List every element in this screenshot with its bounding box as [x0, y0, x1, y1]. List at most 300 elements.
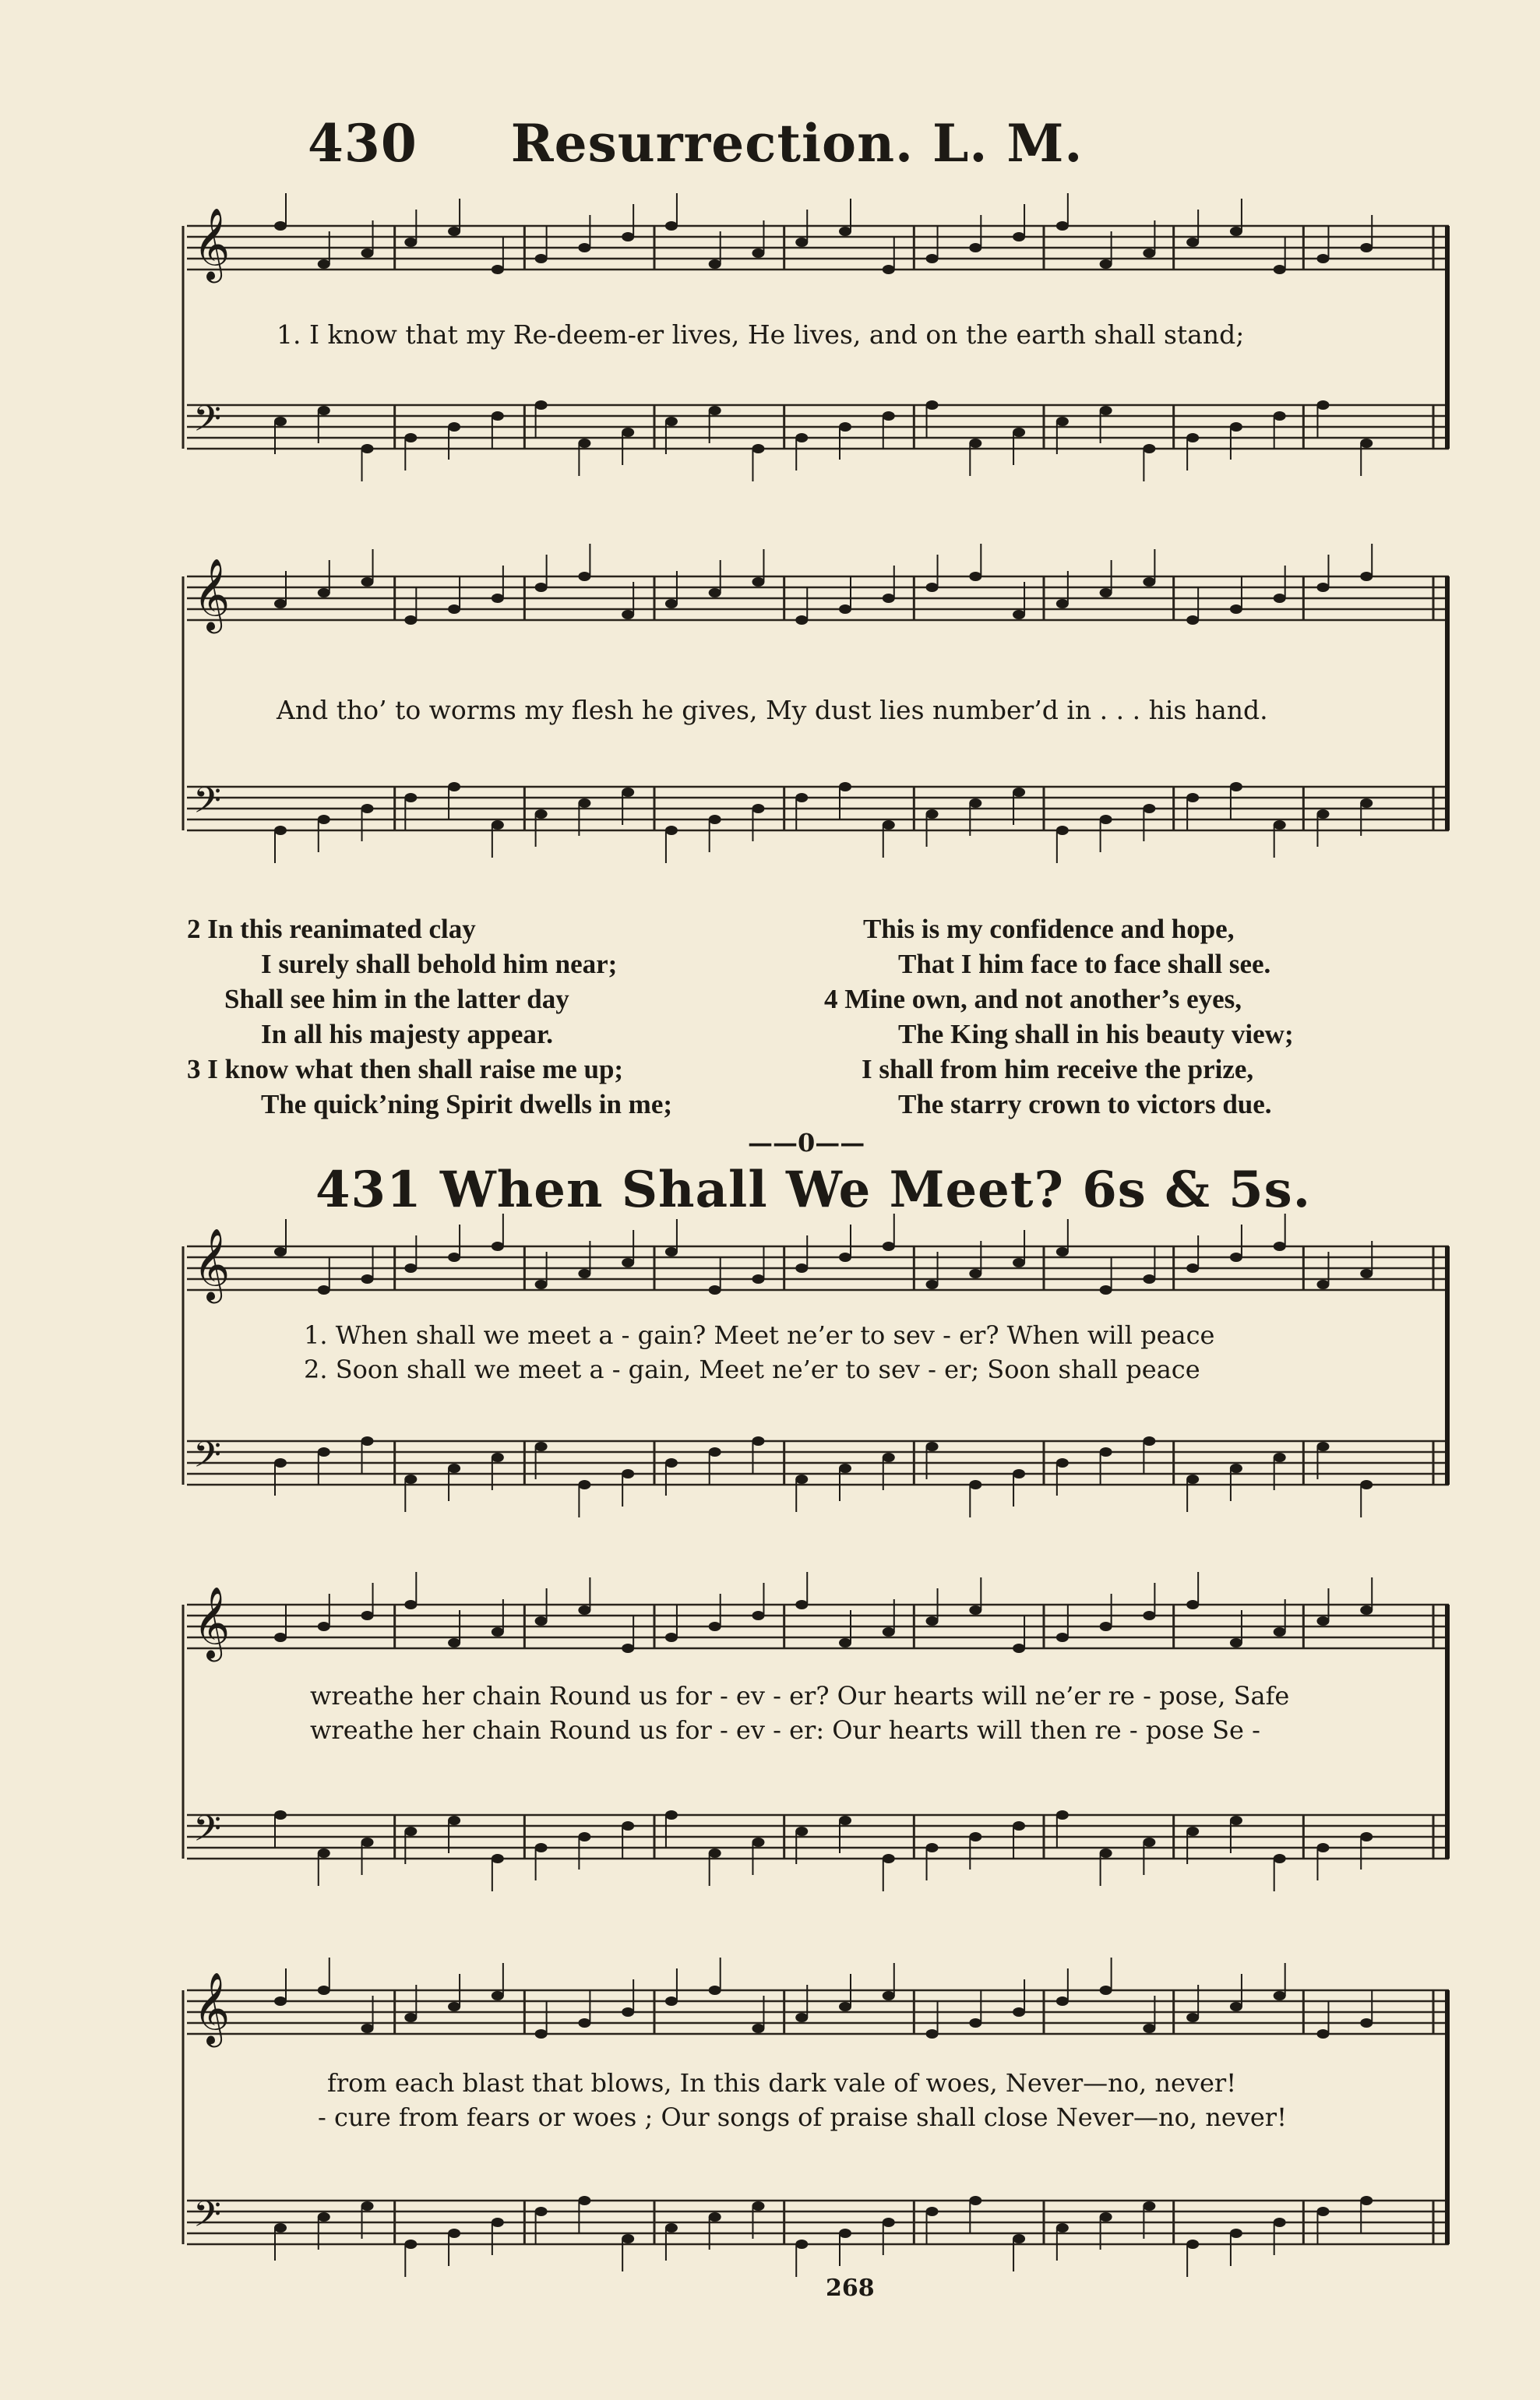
hymn-431-lyrics-3-v2: - cure from fears or woes ; Our songs of praise shall close Never—no, never! [318, 2102, 1287, 2132]
note-head [1230, 1464, 1242, 1473]
note-head [535, 1280, 548, 1289]
note-head [1230, 782, 1242, 791]
verse-line: In all his majesty appear. [261, 1019, 554, 1049]
note-head [1316, 1616, 1329, 1626]
note-head [448, 2229, 460, 2238]
note-head [361, 2201, 374, 2211]
note-head [883, 411, 895, 421]
note-head [1143, 1274, 1155, 1284]
note-head [274, 1247, 287, 1256]
hymn-430-verses-left [187, 911, 672, 1122]
hymn-431-number: 431 [315, 1161, 422, 1219]
note-head [622, 2234, 634, 2243]
note-head [1100, 1447, 1112, 1457]
note-head [709, 1622, 721, 1631]
note-head [535, 2029, 548, 2039]
note-head [883, 594, 895, 603]
note-head [969, 2018, 981, 2028]
note-head [1230, 1816, 1242, 1825]
note-head [492, 1627, 504, 1637]
note-head [274, 599, 287, 608]
note-head [1056, 417, 1069, 426]
note-head [752, 804, 764, 813]
note-head [1230, 2229, 1242, 2238]
note-head [318, 588, 330, 597]
note-head [1230, 227, 1242, 236]
note-head [318, 259, 330, 269]
note-head [926, 583, 939, 592]
note-head [1056, 826, 1069, 835]
note-head [448, 227, 460, 236]
note-head [1186, 1475, 1199, 1484]
note-head [1316, 2207, 1329, 2216]
note-head [665, 599, 678, 608]
note-head [622, 232, 634, 241]
note-head [709, 1986, 721, 1995]
note-head [1143, 2024, 1155, 2033]
note-head [1186, 433, 1199, 442]
hymn-431-system-1 [179, 1227, 1464, 1531]
hymn-431-system-3 [179, 1972, 1464, 2302]
note-head [535, 583, 548, 592]
note-head [1360, 1480, 1373, 1489]
note-head [752, 1838, 764, 1847]
note-head [1274, 1991, 1286, 2000]
bass-clef-icon: 𝄢 [193, 1434, 222, 1485]
note-head [1360, 2018, 1373, 2028]
note-head [1186, 793, 1199, 802]
note-head [1274, 1453, 1286, 1462]
note-head [578, 572, 590, 581]
note-head [535, 1442, 548, 1451]
note-head [839, 1638, 851, 1648]
note-head [1274, 1627, 1286, 1637]
note-head [404, 615, 417, 625]
note-head [578, 1605, 590, 1615]
note-head [318, 406, 330, 415]
note-head [1013, 1821, 1025, 1831]
note-head [795, 433, 808, 442]
note-head [1360, 243, 1373, 252]
note-head [274, 417, 287, 426]
note-head [1274, 2218, 1286, 2227]
verse-line: I surely shall behold him near; [261, 949, 618, 979]
note-head [883, 2218, 895, 2227]
note-head [1056, 1996, 1069, 2006]
note-head [1274, 594, 1286, 603]
verse-line: The King shall in his beauty view; [898, 1019, 1294, 1049]
note-head [665, 1633, 678, 1642]
page-number: 268 [826, 2275, 875, 2302]
note-head [969, 243, 981, 252]
note-head [969, 439, 981, 448]
note-head [1143, 1611, 1155, 1620]
note-head [752, 444, 764, 453]
note-head [1143, 1436, 1155, 1446]
note-head [622, 2007, 634, 2017]
note-head [578, 1832, 590, 1841]
note-head [1013, 1258, 1025, 1267]
note-head [1100, 1986, 1112, 1995]
note-head [926, 2029, 939, 2039]
note-head [1100, 1848, 1112, 1858]
note-head [361, 577, 374, 587]
note-head [926, 2207, 939, 2216]
treble-clef-icon: 𝄞 [193, 1228, 231, 1300]
note-head [622, 610, 634, 619]
note-head [492, 2218, 504, 2227]
note-head [1230, 604, 1242, 614]
note-head [1013, 232, 1025, 241]
note-head [1056, 1247, 1069, 1256]
note-head [839, 2002, 851, 2011]
note-head [1100, 259, 1112, 269]
note-head [665, 1810, 678, 1820]
note-head [1186, 1263, 1199, 1273]
note-head [926, 254, 939, 263]
note-head [1360, 798, 1373, 808]
hymn-431-name: When Shall We Meet? 6s & 5s. [439, 1161, 1311, 1219]
note-head [665, 1996, 678, 2006]
note-head [709, 588, 721, 597]
note-head [1274, 1242, 1286, 1251]
note-head [361, 1611, 374, 1620]
note-head [404, 2240, 417, 2249]
note-head [926, 400, 939, 410]
note-head [492, 1242, 504, 1251]
hymn-430-lyrics-1: 1. I know that my Re-deem-er lives, He lives, and on the earth shall stand; [277, 319, 1245, 350]
note-head [1013, 2007, 1025, 2017]
note-head [795, 793, 808, 802]
note-head [795, 1600, 808, 1609]
note-head [883, 265, 895, 274]
note-head [969, 1832, 981, 1841]
note-head [1230, 1638, 1242, 1648]
note-head [274, 1633, 287, 1642]
note-head [883, 1854, 895, 1863]
note-head [883, 1627, 895, 1637]
note-head [1186, 615, 1199, 625]
note-head [969, 1480, 981, 1489]
verse-line: 2 In this reanimated clay [187, 914, 476, 944]
bass-clef-icon: 𝄢 [193, 398, 222, 449]
note-head [1316, 254, 1329, 263]
bass-clef-icon: 𝄢 [193, 780, 222, 830]
note-head [535, 1616, 548, 1626]
hymn-430-verses-right [824, 911, 1294, 1122]
note-head [1056, 221, 1069, 231]
note-head [404, 2013, 417, 2022]
treble-clef-icon: 𝄞 [193, 1586, 231, 1658]
note-head [448, 604, 460, 614]
note-head [839, 227, 851, 236]
hymn-431-lyrics-2-v1: wreathe her chain Round us for - ev - er? Our hearts will ne’er re - pose, Safe [310, 1681, 1290, 1711]
note-head [709, 1848, 721, 1858]
note-head [404, 1263, 417, 1273]
note-head [1013, 610, 1025, 619]
note-head [665, 2223, 678, 2233]
note-head [1056, 1810, 1069, 1820]
note-head [1274, 411, 1286, 421]
note-head [795, 2013, 808, 2022]
note-head [318, 815, 330, 824]
note-head [665, 1247, 678, 1256]
note-head [492, 594, 504, 603]
note-head [622, 1258, 634, 1267]
note-head [969, 1605, 981, 1615]
note-head [1056, 1458, 1069, 1468]
note-head [1360, 1605, 1373, 1615]
verse-line: I shall from him receive the prize, [862, 1054, 1254, 1084]
note-head [535, 254, 548, 263]
note-head [1316, 400, 1329, 410]
note-head [404, 433, 417, 442]
note-head [535, 1843, 548, 1852]
note-head [795, 615, 808, 625]
verse-line: 3 I know what then shall raise me up; [187, 1054, 624, 1084]
music-staves [179, 207, 1464, 506]
hymn-431-lyrics-1-v2: 2. Soon shall we meet a - gain, Meet ne’er to sev - er; Soon shall peace [304, 1355, 1200, 1384]
note-head [709, 1447, 721, 1457]
note-head [883, 820, 895, 830]
note-head [839, 604, 851, 614]
note-head [318, 1447, 330, 1457]
note-head [578, 1269, 590, 1278]
note-head [1274, 265, 1286, 274]
note-head [274, 1996, 287, 2006]
verse-line: Shall see him in the latter day [224, 984, 569, 1014]
note-head [1186, 238, 1199, 247]
note-head [361, 1274, 374, 1284]
note-head [492, 265, 504, 274]
note-head [448, 1253, 460, 1262]
note-head [969, 798, 981, 808]
note-head [1056, 1633, 1069, 1642]
note-head [1360, 439, 1373, 448]
note-head [1100, 815, 1112, 824]
note-head [1013, 2234, 1025, 2243]
note-head [622, 1821, 634, 1831]
note-head [1100, 406, 1112, 415]
note-head [578, 2018, 590, 2028]
note-head [969, 2196, 981, 2205]
note-head [709, 815, 721, 824]
note-head [926, 1616, 939, 1626]
note-head [1100, 1285, 1112, 1295]
note-head [404, 1475, 417, 1484]
verse-line: This is my confidence and hope, [863, 914, 1235, 944]
note-head [448, 1638, 460, 1648]
hymn-430-title [308, 113, 1083, 174]
note-head [404, 238, 417, 247]
note-head [535, 809, 548, 819]
note-head [1143, 1838, 1155, 1847]
verse-line: 4 Mine own, and not another’s eyes, [824, 984, 1242, 1014]
note-head [1013, 788, 1025, 797]
note-head [926, 1280, 939, 1289]
note-head [1056, 599, 1069, 608]
hymn-431-title [315, 1161, 1311, 1219]
verse-line: That I him face to face shall see. [898, 949, 1271, 979]
note-head [665, 221, 678, 231]
hymn-430-name: Resurrection. L. M. [510, 113, 1084, 174]
note-head [709, 2212, 721, 2222]
note-head [1230, 2002, 1242, 2011]
note-head [926, 1442, 939, 1451]
note-head [622, 1469, 634, 1478]
note-head [361, 2024, 374, 2033]
note-head [492, 1453, 504, 1462]
note-head [318, 1622, 330, 1631]
note-head [1186, 2240, 1199, 2249]
hymn-431-system-2 [179, 1586, 1464, 1916]
note-head [1186, 1600, 1199, 1609]
note-head [883, 1242, 895, 1251]
note-head [839, 782, 851, 791]
note-head [1013, 428, 1025, 437]
note-head [795, 1263, 808, 1273]
note-head [318, 2212, 330, 2222]
note-head [274, 221, 287, 231]
note-head [1316, 583, 1329, 592]
note-head [448, 782, 460, 791]
note-head [1316, 1442, 1329, 1451]
note-head [752, 1274, 764, 1284]
bass-clef-icon: 𝄢 [193, 2194, 222, 2244]
note-head [709, 1285, 721, 1295]
treble-clef-icon: 𝄞 [193, 1972, 231, 2044]
note-head [1100, 588, 1112, 597]
note-head [1316, 1280, 1329, 1289]
note-head [1316, 2029, 1329, 2039]
note-head [492, 820, 504, 830]
note-head [535, 2207, 548, 2216]
note-head [709, 406, 721, 415]
note-head [752, 2201, 764, 2211]
section-divider: ——0—— [748, 1128, 865, 1158]
verse-line: The starry crown to victors due. [898, 1089, 1272, 1119]
note-head [1143, 804, 1155, 813]
note-head [752, 577, 764, 587]
note-head [578, 2196, 590, 2205]
note-head [1360, 1832, 1373, 1841]
note-head [274, 826, 287, 835]
hymn-431-lyrics-2-v2: wreathe her chain Round us for - ev - er: Our hearts will then re - pose Se - [310, 1715, 1260, 1745]
note-head [1316, 809, 1329, 819]
note-head [752, 1436, 764, 1446]
note-head [274, 1810, 287, 1820]
note-head [839, 1816, 851, 1825]
hymn-431-lyrics-3-v1: from each blast that blows, In this dark vale of woes, Never—no, never! [327, 2068, 1237, 2098]
hymn-430-system-1 [179, 207, 1464, 506]
hymn-431-lyrics-1-v1: 1. When shall we meet a - gain? Meet ne’er to sev - er? When will peace [304, 1320, 1215, 1350]
bass-clef-icon: 𝄢 [193, 1808, 222, 1859]
note-head [361, 804, 374, 813]
note-head [752, 248, 764, 258]
note-head [1274, 1854, 1286, 1863]
music-staves [179, 1972, 1464, 2302]
note-head [926, 809, 939, 819]
note-head [795, 1827, 808, 1836]
note-head [448, 2002, 460, 2011]
note-head [492, 1991, 504, 2000]
hymn-430-system-2 [179, 558, 1464, 888]
note-head [1360, 2196, 1373, 2205]
note-head [752, 1611, 764, 1620]
music-staves [179, 1586, 1464, 1916]
note-head [361, 444, 374, 453]
note-head [448, 422, 460, 432]
note-head [839, 2229, 851, 2238]
note-head [665, 826, 678, 835]
note-head [578, 439, 590, 448]
note-head [318, 1285, 330, 1295]
note-head [1186, 2013, 1199, 2022]
note-head [578, 798, 590, 808]
note-head [1013, 1469, 1025, 1478]
note-head [969, 1269, 981, 1278]
note-head [274, 2223, 287, 2233]
note-head [1230, 422, 1242, 432]
note-head [578, 243, 590, 252]
treble-clef-icon: 𝄞 [193, 207, 231, 280]
note-head [448, 1816, 460, 1825]
note-head [318, 1986, 330, 1995]
note-head [883, 1991, 895, 2000]
note-head [709, 259, 721, 269]
note-head [578, 1480, 590, 1489]
note-head [1013, 1644, 1025, 1653]
hymn-430-lyrics-2: And tho’ to worms my flesh he gives, My dust lies number’d in . . . his hand. [277, 695, 1268, 725]
note-head [1360, 572, 1373, 581]
note-head [1274, 820, 1286, 830]
note-head [839, 1464, 851, 1473]
note-head [404, 1600, 417, 1609]
note-head [1230, 1253, 1242, 1262]
note-head [274, 1458, 287, 1468]
note-head [622, 1644, 634, 1653]
note-head [361, 1838, 374, 1847]
note-head [622, 788, 634, 797]
note-head [1143, 248, 1155, 258]
note-head [1186, 1827, 1199, 1836]
verse-line: The quick’ning Spirit dwells in me; [261, 1089, 673, 1119]
note-head [1056, 2223, 1069, 2233]
note-head [1100, 1622, 1112, 1631]
note-head [1143, 444, 1155, 453]
note-head [839, 1253, 851, 1262]
treble-clef-icon: 𝄞 [193, 558, 231, 630]
note-head [361, 248, 374, 258]
note-head [839, 422, 851, 432]
note-head [535, 400, 548, 410]
note-head [448, 1464, 460, 1473]
note-head [1316, 1843, 1329, 1852]
note-head [1360, 1269, 1373, 1278]
note-head [492, 411, 504, 421]
note-head [622, 428, 634, 437]
hymn-430-number: 430 [308, 113, 418, 174]
note-head [404, 793, 417, 802]
note-head [795, 2240, 808, 2249]
note-head [969, 572, 981, 581]
note-head [1143, 577, 1155, 587]
note-head [361, 1436, 374, 1446]
note-head [926, 1843, 939, 1852]
note-head [1100, 2212, 1112, 2222]
note-head [795, 238, 808, 247]
note-head [795, 1475, 808, 1484]
